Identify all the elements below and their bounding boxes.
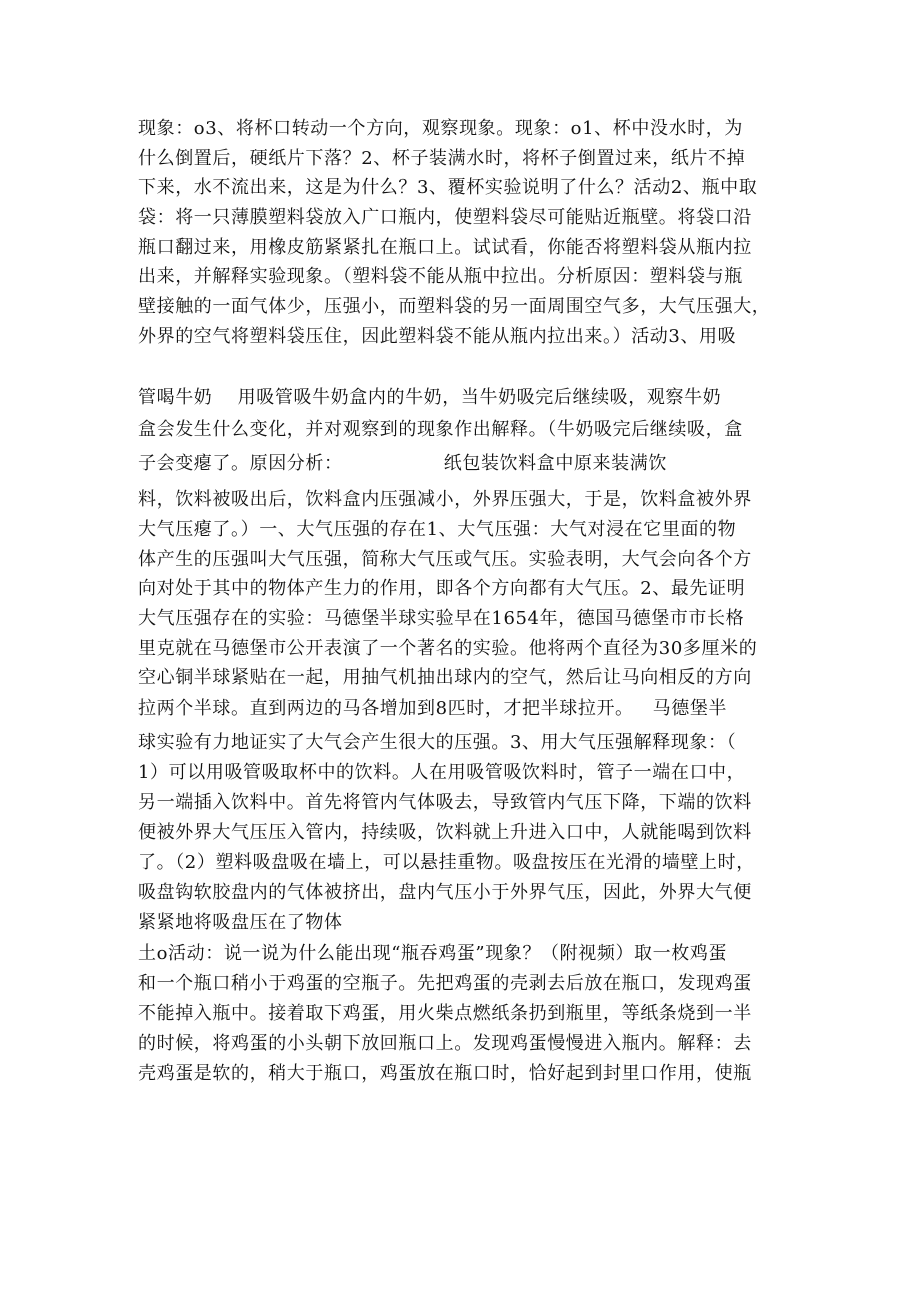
text-line: 下来，水不流出来，这是为什么？3、覆杯实验说明了什么？活动2、瓶中取 [138,177,758,198]
text-line: 出来，并解释实验现象。（塑料袋不能从瓶中拉出。分析原因：塑料袋与瓶 [138,266,743,287]
text-line: 了。（2）塑料吸盘吸在墙上，可以悬挂重物。吸盘按压在光滑的墙壁上时， [138,852,755,873]
text-line: 壁接触的一面气体少，压强小，而塑料袋的另一面周围空气多，大气压强大， [138,296,771,317]
text-line: 体产生的压强叫大气压强，简称大气压或气压。实验表明，大气会向各个方 [138,549,752,570]
text-line: 另一端插入饮料中。首先将管内气体吸去，导致管内气压下降，下端的饮料 [138,792,752,813]
text-line: 紧紧地将吸盘压在了物体 [138,912,343,933]
text-line: 向对处于其中的物体产生力的作用，即各个方向都有大气压。2、最先证明 [138,578,746,599]
text-line: 料，饮料被吸出后，饮料盒内压强减小，外界压强大，于是，饮料盒被外界 [138,489,752,510]
text-line: 吸盘钩软胶盘内的气体被挤出，盘内气压小于外界气压，因此，外界大气便 [138,882,752,903]
text-line: 的时候，将鸡蛋的小头朝下放回瓶口上。发现鸡蛋慢慢进入瓶内。解释：去 [138,1033,752,1054]
text-line: 不能掉入瓶中。接着取下鸡蛋，用火柴点燃纸条扔到瓶里，等纸条烧到一半 [138,1003,752,1024]
text-line: 拉两个半球。直到两边的马各增加到8匹时，才把半球拉开。 马德堡半 [138,698,728,719]
text-line: 盒会发生什么变化，并对观察到的现象作出解释。（牛奶吸完后继续吸，盒 [138,419,743,440]
text-line: 便被外界大气压压入管内，持续吸，饮料就上升进入口中，人就能喝到饮料 [138,822,752,843]
text-line: 1）可以用吸管吸取杯中的饮料。人在用吸管吸饮料时，管子一端在口中， [138,762,746,783]
text-line: 外界的空气将塑料袋压住，因此塑料袋不能从瓶内拉出来。）活动3、用吸 [138,326,737,347]
text-line: 和一个瓶口稍小于鸡蛋的空瓶子。先把鸡蛋的壳剥去后放在瓶口，发现鸡蛋 [138,973,752,994]
text-line: 里克就在马德堡市公开表演了一个著名的实验。他将两个直径为30多厘米的 [138,638,758,659]
text-line: 球实验有力地证实了大气会产生很大的压强。3、用大气压强解释现象：（ [138,732,737,753]
text-line: 大气压强存在的实验：马德堡半球实验早在1654年，德国马德堡市市长格 [138,608,745,629]
text-line: 土o活动：说一说为什么能出现“瓶吞鸡蛋”现象？（附视频）取一枚鸡蛋 [138,943,728,964]
text-line: 管喝牛奶 用吸管吸牛奶盒内的牛奶，当牛奶吸完后继续吸，观察牛奶 [138,387,722,408]
text-line: 袋：将一只薄膜塑料袋放入广口瓶内，使塑料袋尽可能贴近瓶壁。将袋口沿 [138,207,752,228]
text-line: 大气压瘪了。）一、大气压强的存在1、大气压强：大气对浸在它里面的物 [138,519,737,540]
text-line: 现象：o3、将杯口转动一个方向，观察现象。现象：o1、杯中没水时，为 [138,118,743,139]
text-line: 瓶口翻过来，用橡皮筋紧紧扎在瓶口上。试试看，你能否将塑料袋从瓶内拉 [138,237,752,258]
text-line: 壳鸡蛋是软的，稍大于瓶口，鸡蛋放在瓶口时，恰好起到封里口作用，使瓶 [138,1063,752,1084]
text-line: 子会变瘪了。原因分析： 纸包装饮料盒中原来装满饮 [138,453,667,474]
text-line: 空心铜半球紧贴在一起，用抽气机抽出球内的空气，然后让马向相反的方向 [138,667,752,688]
text-line: 什么倒置后，硬纸片下落？2、杯子装满水时，将杯子倒置过来，纸片不掉 [138,148,746,169]
